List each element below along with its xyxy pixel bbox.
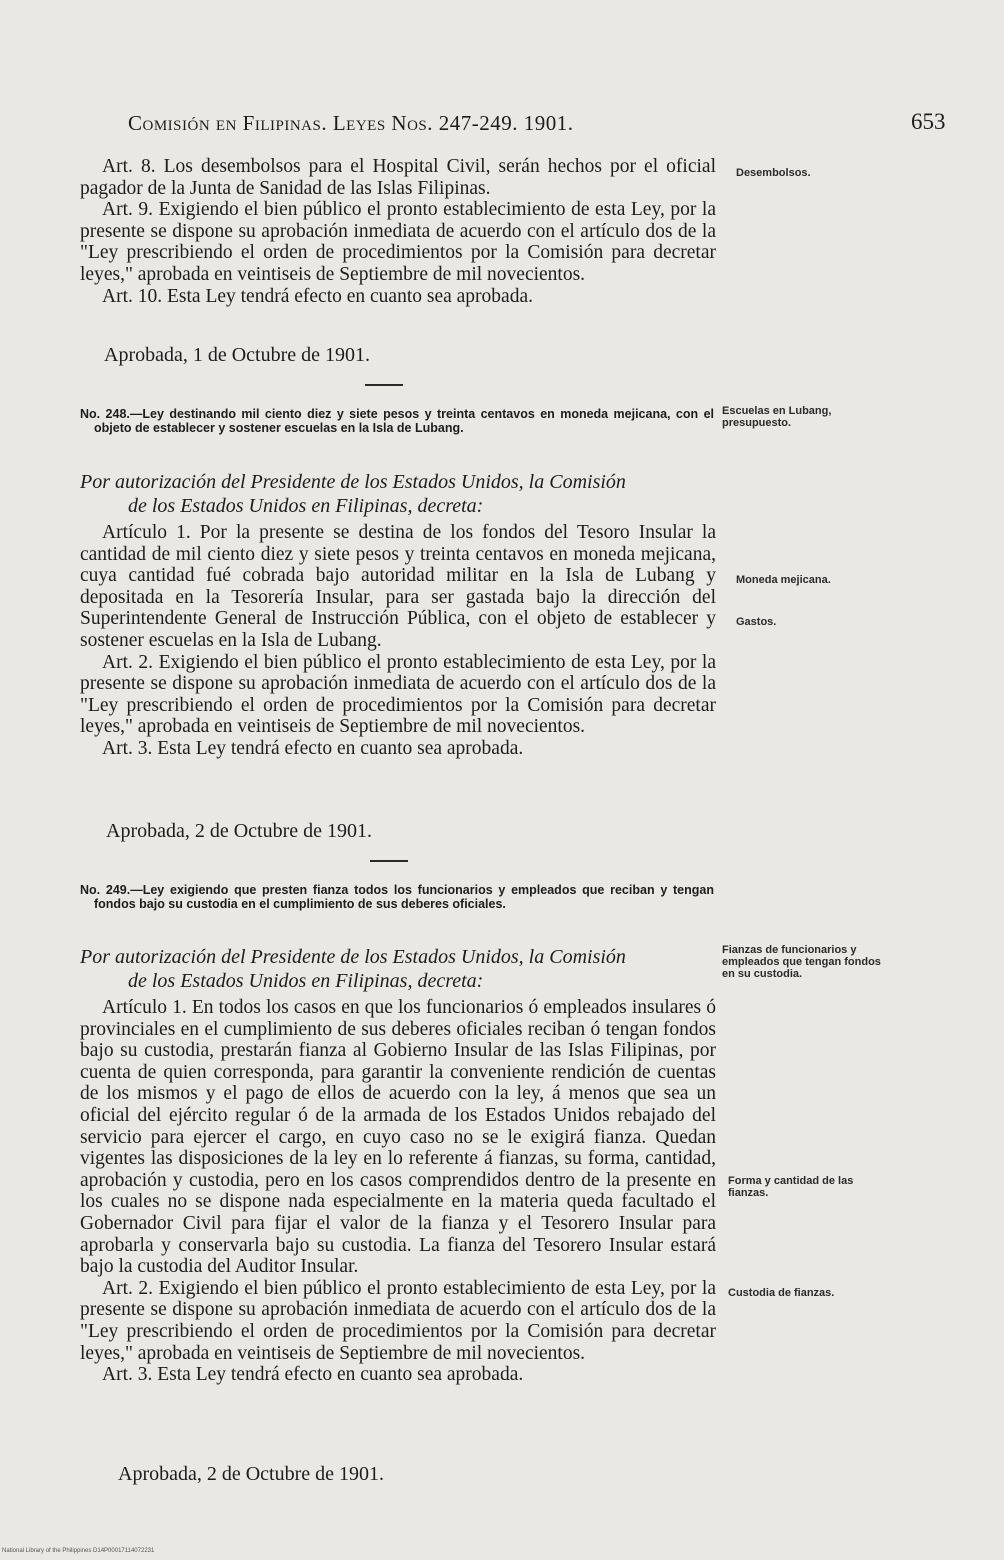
approval-date-247: Aprobada, 1 de Octubre de 1901. <box>104 344 371 366</box>
law248-heading: No. 248.—Ley destinando mil ciento diez y siete pesos y treinta centavos en moneda mejicana, con el objeto de establecer y sostener escuelas en la Isla de Lubang. <box>80 407 714 435</box>
law249-enacting-clause: Por autorización del Presidente de los Estados Unidos, la Comisión de los Estados Unidos en Filipinas, decreta: <box>80 946 626 992</box>
article-9: Art. 9. Exigiendo el bien público el pronto establecimiento de esta Ley, por la presente se dispone su aprobación inmediata de acuerdo con el artículo dos de la "Ley prescribiendo el orden de procedimientos por la Comisión para decretar leyes," aprobada en veintiseis de Septiembre de mil novecientos. <box>80 199 716 285</box>
margin-note-gastos: Gastos. <box>736 616 777 628</box>
law248-article-1: Artículo 1. Por la presente se destina de los fondos del Tesoro Insular la cantidad de mil ciento diez y siete pesos y treinta centavos en moneda mejicana, cuya cantidad fué cobrada bajo autoridad militar en la Isla de Lubang y depositada en la Tesorería Insular, para ser gastada bajo la dirección del Superintendente General de Instrucción Pública, con el objeto de establecer y sostener escuelas en la Isla de Lubang. <box>80 522 716 651</box>
law249-heading: No. 249.—Ley exigiendo que presten fianza todos los funcionarios y empleados que reciban y tengan fondos bajo su custodia en el cumplimiento de sus deberes oficiales. <box>80 883 714 911</box>
law249-article-2: Art. 2. Exigiendo el bien público el pronto establecimiento de esta Ley, por la presente se dispone su aprobación inmediata de acuerdo con el artículo dos de la "Ley prescribiendo el orden de procedimientos por la Comisión para decretar leyes," aprobada en veintiseis de Septiembre de mil novecientos. <box>80 1277 716 1364</box>
law248-article-3: Art. 3. Esta Ley tendrá efecto en cuanto sea aprobada. <box>102 737 524 759</box>
article-10: Art. 10. Esta Ley tendrá efecto en cuanto sea aprobada. <box>102 285 533 307</box>
margin-note-escuelas: Escuelas en Lubang, presupuesto. <box>722 405 832 429</box>
page-number: 653 <box>911 109 946 134</box>
section-divider <box>365 384 403 386</box>
law249-body <box>80 997 716 1386</box>
law247-end <box>80 156 716 307</box>
approval-date-248: Aprobada, 2 de Octubre de 1901. <box>106 820 373 842</box>
article-8: Art. 8. Los desembolsos para el Hospital Civil, serán hechos por el oficial pagador de la Junta de Sanidad de las Islas Filipinas. <box>80 156 716 199</box>
law249-article-1: Artículo 1. En todos los casos en que los funcionarios ó empleados insulares ó provinciales en el cumplimiento de sus deberes oficiales reciban ó tengan fondos bajo su custodia, prestarán fianza al Gobierno Insular de las Islas Filipinas, por cuenta de quien corresponda, para garantir la conveniente rendición de cuentas de los mismos y el pago de ellos de acuerdo con la ley, á menos que sea un oficial del ejército regular ó de la armada de los Estados Unidos rebajado del servicio para ejercer el cargo, en cuyo caso no se le exigirá fianza. Quedan vigentes las disposiciones de la ley en lo referente á fianzas, su forma, cantidad, aprobación y custodia, pero en los casos comprendidos dentro de la presente en los cuales no se dispone nada especialmente en la materia queda facultado el Gobernador Civil para fijar el valor de la fianza y el Tesorero Insular para aprobarla y conservarla bajo su custodia. La fianza del Tesorero Insular estará bajo la custodia del Auditor Insular. <box>80 997 716 1278</box>
margin-note-moneda: Moneda mejicana. <box>736 574 831 586</box>
section-divider <box>370 860 408 862</box>
law248-body <box>80 522 716 760</box>
law249-article-3: Art. 3. Esta Ley tendrá efecto en cuanto sea aprobada. <box>102 1364 524 1386</box>
law248-article-2: Art. 2. Exigiendo el bien público el pronto establecimiento de esta Ley, por la presente se dispone su aprobación inmediata de acuerdo con el artículo dos de la "Ley prescribiendo el orden de procedimientos por la Comisión para decretar leyes," aprobada en veintiseis de Septiembre de mil novecientos. <box>80 651 716 738</box>
margin-note-forma: Forma y cantidad de las fianzas. <box>728 1175 854 1199</box>
law248-enacting-clause: Por autorización del Presidente de los Estados Unidos, la Comisión de los Estados Unidos en Filipinas, decreta: <box>80 471 626 517</box>
margin-note-fianzas: Fianzas de funcionarios y empleados que tengan fondos en su custodia. <box>722 944 881 980</box>
running-header: Comisión en Filipinas. Leyes Nos. 247-249. 1901. <box>128 111 574 135</box>
scan-footer: National Library of the Philippines D14P00017114072231 <box>2 1548 155 1554</box>
margin-note-custodia: Custodia de fianzas. <box>728 1287 835 1299</box>
margin-note-desembolsos: Desembolsos. <box>736 167 811 179</box>
approval-date-249: Aprobada, 2 de Octubre de 1901. <box>118 1463 385 1485</box>
